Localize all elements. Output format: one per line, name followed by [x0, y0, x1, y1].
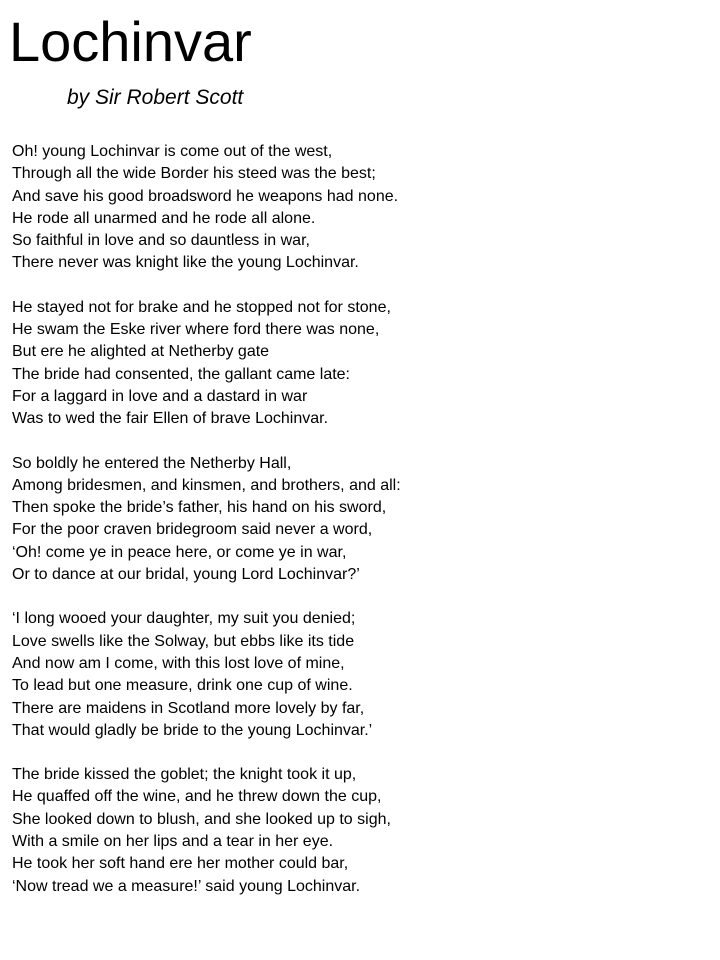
poem-line: She looked down to blush, and she looked up to sigh,: [12, 810, 391, 828]
stanza-4: [12, 608, 712, 742]
poem-line: Was to wed the fair Ellen of brave Lochinvar.: [12, 410, 329, 428]
poem-line: The bride kissed the goblet; the knight took it up,: [12, 766, 357, 784]
poem-line: But ere he alighted at Netherby gate: [12, 343, 270, 361]
stanza-3: [12, 453, 712, 587]
poem-line: With a smile on her lips and a tear in her eye.: [12, 833, 334, 851]
poem-line: For a laggard in love and a dastard in war: [12, 387, 308, 405]
page-title: Lochinvar: [9, 10, 252, 73]
poem-line: Then spoke the bride’s father, his hand on his sword,: [12, 499, 387, 517]
poem-line: That would gladly be bride to the young Lochinvar.’: [12, 721, 373, 739]
poem-line: Oh! young Lochinvar is come out of the west,: [12, 143, 333, 160]
poem-line: So boldly he entered the Netherby Hall,: [12, 454, 292, 472]
stanza-1: [12, 141, 712, 275]
poem-line: And save his good broadsword he weapons had none.: [12, 187, 399, 205]
poem-line: And now am I come, with this lost love of mine,: [12, 654, 345, 672]
stanza-2: [12, 297, 712, 431]
poem-line: He stayed not for brake and he stopped not for stone,: [12, 298, 391, 316]
poem-line: Or to dance at our bridal, young Lord Lochinvar?’: [12, 566, 360, 584]
poem-line: So faithful in love and so dauntless in war,: [12, 232, 310, 250]
poem-line: ‘Oh! come ye in peace here, or come ye in war,: [12, 543, 347, 561]
poem-line: He swam the Eske river where ford there was none,: [12, 321, 380, 339]
stanza-5: [12, 764, 712, 898]
poem-line: ‘I long wooed your daughter, my suit you denied;: [12, 610, 356, 628]
poem-line: Love swells like the Solway, but ebbs like its tide: [12, 632, 355, 650]
poem-line: Among bridesmen, and kinsmen, and brothers, and all:: [12, 476, 401, 494]
poem-line: There are maidens in Scotland more lovely by far,: [12, 699, 365, 717]
poem-line: The bride had consented, the gallant came late:: [12, 365, 350, 383]
poem-line: He took her soft hand ere her mother could bar,: [12, 855, 349, 873]
poem-line: He quaffed off the wine, and he threw down the cup,: [12, 788, 382, 806]
poem-line: There never was knight like the young Lochinvar.: [12, 254, 359, 272]
poem-line: He rode all unarmed and he rode all alone.: [12, 209, 316, 227]
author-byline: by Sir Robert Scott: [67, 86, 244, 109]
poem-line: ‘Now tread we a measure!’ said young Lochinvar.: [12, 877, 361, 895]
poem-line: Through all the wide Border his steed was the best;: [12, 165, 376, 183]
poem-line: To lead but one measure, drink one cup of wine.: [12, 677, 353, 695]
poem-line: For the poor craven bridegroom said never a word,: [12, 521, 373, 539]
poem-body: [12, 141, 712, 920]
